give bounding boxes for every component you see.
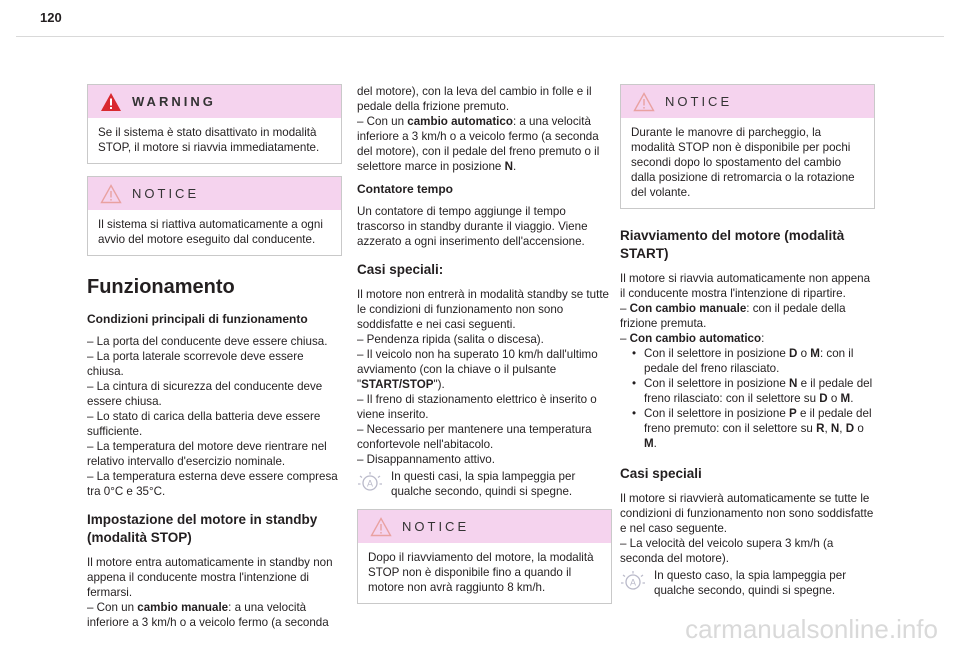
restart-text: Il motore si riavvia automaticamente non appena il conducente mostra l'intenzione di ripartire. (620, 272, 871, 300)
selector-sublist (632, 346, 875, 451)
timer-text: Un contatore di tempo aggiunge il tempo trascorso in standby durante il viaggio. Viene azzerato a ogni inserimento dell'accensione. (357, 205, 588, 248)
selector-item: • Con il selettore in posizione N e il pedale del freno rilasciato: con il selettore su D o M. (632, 377, 873, 405)
special-case-item: – Pendenza ripida (salita o discesa). (357, 333, 544, 346)
special-case-item: – Necessario per mantenere una temperatura confortevole nell'abitacolo. (357, 423, 592, 451)
header-divider (16, 36, 944, 37)
restart-heading: Riavviamento del motore (modalità START) (620, 228, 845, 261)
notice-label: NOTICE (665, 94, 733, 109)
special-case-item: – Disappannamento attivo. (357, 453, 495, 466)
warning-text: Se il sistema è stato disattivato in modalità STOP, il motore si riavvia immediatamente. (98, 126, 320, 154)
notice-label: NOTICE (132, 186, 200, 201)
notice-text: Dopo il riavviamento del motore, la modalità STOP non è disponibile fino a quando il motore non avrà raggiunto 8 km/h. (368, 551, 594, 594)
svg-text:A: A (366, 478, 374, 489)
warning-label: WARNING (132, 94, 216, 109)
special-cases-heading: Casi speciali: (357, 262, 444, 277)
info-note (357, 469, 612, 499)
notice-icon (100, 184, 122, 204)
info-note (620, 568, 875, 598)
indicator-lamp-icon (620, 570, 646, 592)
notice-label: NOTICE (402, 519, 470, 534)
standby-text: Il motore entra automaticamente in standby non appena il conducente mostra l'intenzione di fermarsi. (87, 556, 333, 599)
notice-header (358, 510, 611, 543)
continued-text: del motore), con la leva del cambio in folle e il pedale della frizione premuto. (357, 85, 592, 113)
condition-item: – La porta del conducente deve essere chiusa. (87, 335, 328, 348)
svg-text:A: A (629, 577, 637, 588)
notice-header (621, 85, 874, 118)
condition-item: – Lo stato di carica della batteria deve essere sufficiente. (87, 410, 321, 438)
warning-header (88, 85, 341, 118)
warning-icon (100, 92, 122, 112)
special-case-item: – Il freno di stazionamento elettrico è inserito o viene inserito. (357, 393, 597, 421)
condition-item: – La porta laterale scorrevole deve essere chiusa. (87, 350, 304, 378)
info-note-text: In questi casi, la spia lampeggia per qualche secondo, quindi si spegne. (391, 470, 576, 498)
warning-box (87, 84, 342, 164)
notice-box-2 (357, 509, 612, 604)
special-cases-intro: Il motore si riavvierà automaticamente se tutte le condizioni di funzionamento non sono soddisfatte e nel caso seguente. (620, 492, 874, 535)
special-cases-heading: Casi speciali (620, 466, 702, 481)
notice-box-1 (87, 176, 342, 256)
restart-auto-item: – Con cambio automatico: (620, 332, 765, 345)
notice-box-3 (620, 84, 875, 209)
notice-text: Il sistema si riattiva automaticamente a ogni avvio del motore eseguito dal conducente. (98, 218, 323, 246)
selector-item: • Con il selettore in posizione P e il pedale del freno premuto: con il selettore su R, N, D o M. (632, 407, 872, 450)
notice-text: Durante le manovre di parcheggio, la modalità STOP non è disponibile per pochi secondi dopo lo spostamento del cambio dalla posizione di retromarcia o la rotazione del volante. (631, 126, 855, 199)
automatic-gearbox-item: – Con un cambio automatico: a una velocità inferiore a 3 km/h o a veicolo fermo (a seconda del motore), con il pedale del freno premuto o il selettore marce in posizione N. (357, 115, 600, 173)
special-case-item: – Il veicolo non ha superato 10 km/h dall'ultimo avviamento (con la chiave o il pulsante "START/STOP"). (357, 348, 598, 391)
indicator-lamp-icon (357, 471, 383, 493)
special-case-item: – La velocità del veicolo supera 3 km/h (a seconda del motore). (620, 537, 834, 565)
notice-header (88, 177, 341, 210)
info-note-text: In questo caso, la spia lampeggia per qualche secondo, quindi si spegne. (654, 569, 847, 597)
selector-item: • Con il selettore in posizione D o M: con il pedale del freno rilasciato. (632, 347, 854, 375)
column-1 (87, 84, 342, 630)
notice-icon (370, 517, 392, 537)
section-heading: Funzionamento (87, 276, 235, 298)
special-cases-intro: Il motore non entrerà in modalità standby se tutte le condizioni di funzionamento non sono soddisfatte e nei casi seguenti. (357, 288, 609, 331)
column-2 (357, 84, 612, 604)
condition-item: – La temperatura del motore deve rientrare nel relativo intervallo d'esercizio nominale. (87, 440, 327, 468)
page-number: 120 (40, 10, 62, 25)
timer-heading: Contatore tempo (357, 182, 453, 196)
notice-icon (633, 92, 655, 112)
column-3 (620, 84, 875, 598)
manual-gearbox-item: – Con un cambio manuale: a una velocità inferiore a 3 km/h o a veicolo fermo (a seconda (87, 601, 329, 629)
condition-item: – La cintura di sicurezza del conducente deve essere chiusa. (87, 380, 323, 408)
standby-heading: Impostazione del motore in standby (modalità STOP) (87, 512, 318, 545)
conditions-heading: Condizioni principali di funzionamento (87, 312, 308, 326)
condition-item: – La temperatura esterna deve essere compresa tra 0°C e 35°C. (87, 470, 338, 498)
watermark: carmanualsonline.info (685, 614, 938, 644)
restart-manual-item: – Con cambio manuale: con il pedale della frizione premuta. (620, 302, 846, 330)
